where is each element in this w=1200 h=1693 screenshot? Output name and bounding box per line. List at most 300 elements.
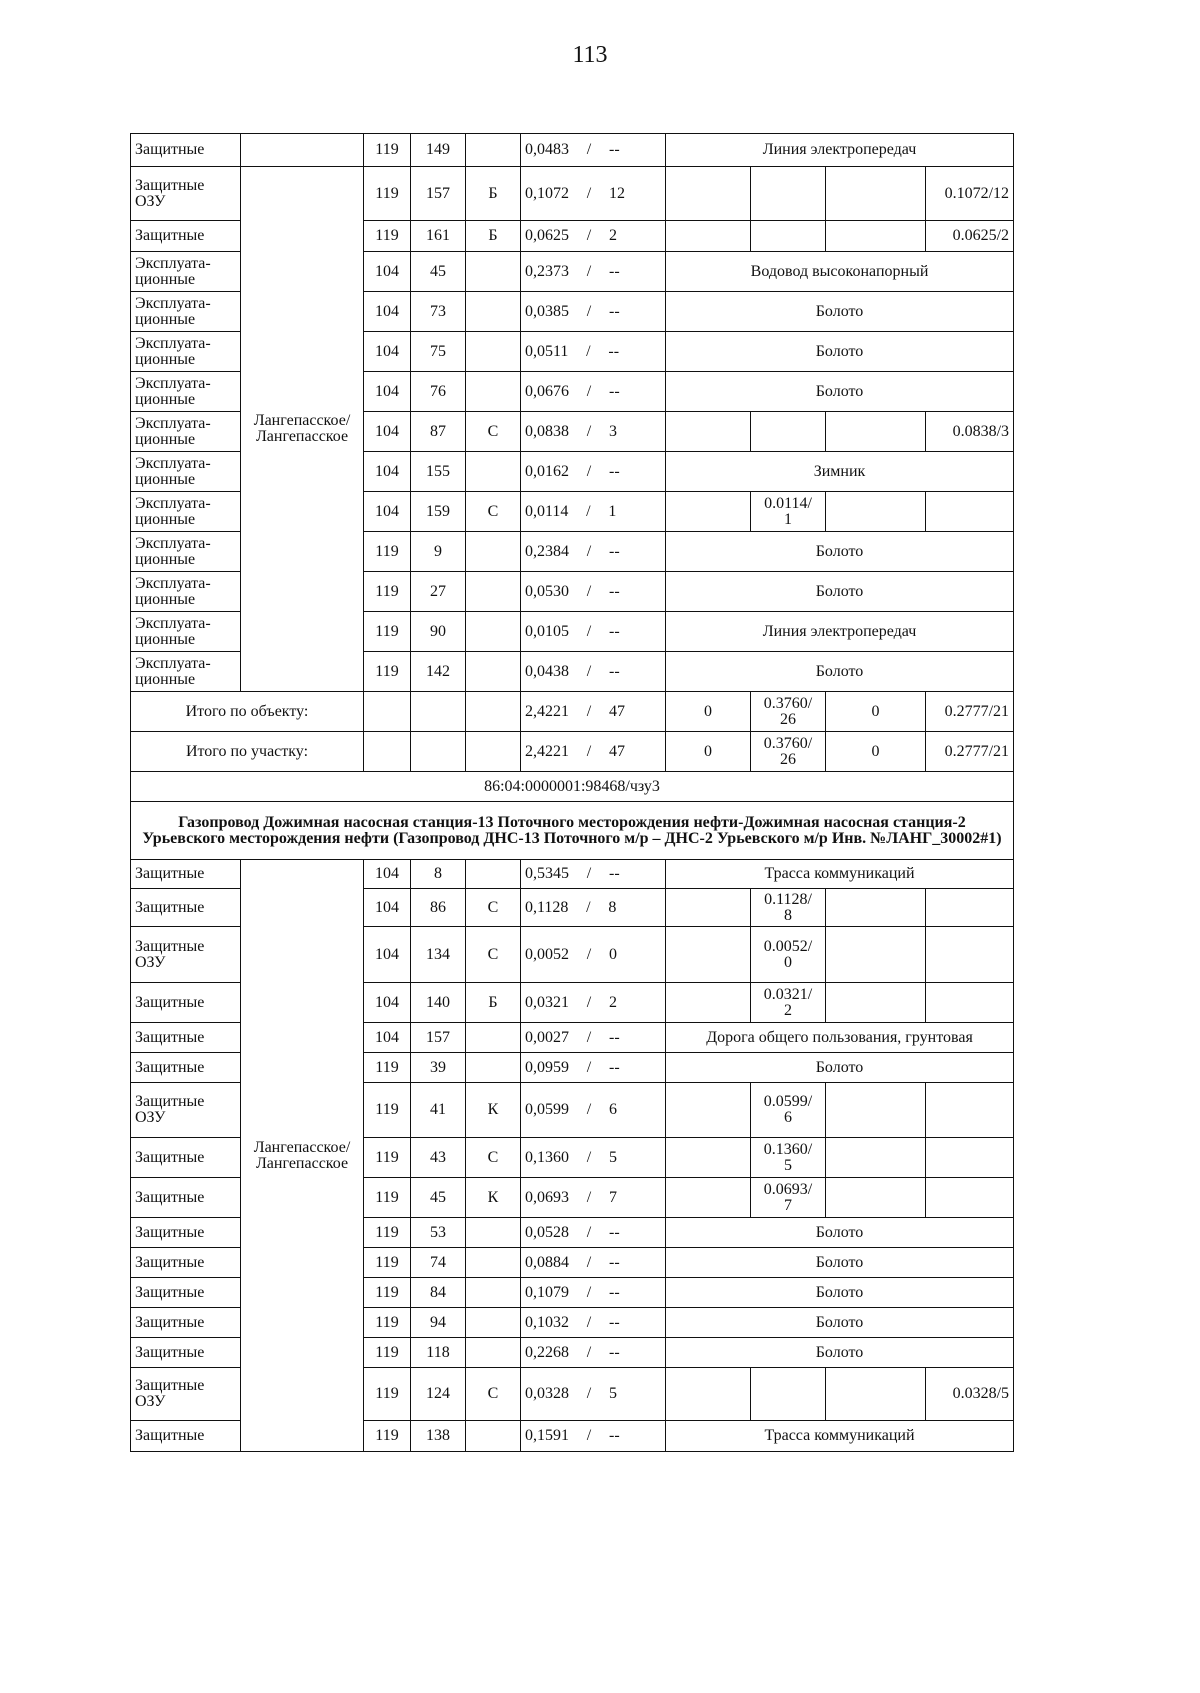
area-value: 0,1591: [525, 1427, 569, 1444]
area-value: 0,2384: [525, 542, 569, 560]
count-value: 1: [608, 502, 617, 520]
area-cell: [521, 1023, 666, 1053]
total-empty: [411, 692, 466, 732]
protection-type: Эксплуата- ционные: [131, 572, 241, 612]
plot-number: 134: [411, 927, 466, 983]
area-cell: [521, 1178, 666, 1218]
quarter-number: 119: [364, 1083, 411, 1138]
plot-number: 90: [411, 612, 466, 652]
category-letter: [466, 1308, 521, 1338]
area-cell: [521, 167, 666, 221]
quarter-number: 119: [364, 1138, 411, 1178]
note-cell: Болото: [666, 1278, 1014, 1308]
plot-number: 39: [411, 1053, 466, 1083]
count-value: --: [609, 582, 620, 600]
area-value: 0,0052: [525, 945, 569, 963]
cadastral-number: 86:04:0000001:98468/чзу3: [131, 772, 1014, 802]
plot-number: 73: [411, 292, 466, 332]
col1-cell: [666, 412, 751, 452]
separator: /: [586, 1283, 592, 1301]
protection-type: Защитные: [131, 983, 241, 1023]
note-cell: Болото: [666, 1218, 1014, 1248]
total-empty: [466, 732, 521, 772]
total-label: Итого по участку:: [131, 732, 364, 772]
page-number: 113: [572, 42, 608, 68]
area-value: 2,4221: [525, 742, 569, 760]
col3-cell: [826, 927, 926, 983]
note-cell: Болото: [666, 1248, 1014, 1278]
stacked-value-top: 0.3760/: [763, 734, 813, 752]
quarter-number: 119: [364, 1368, 411, 1421]
col4-cell: [926, 1138, 1014, 1178]
count-value: --: [609, 382, 620, 400]
area-cell: [521, 1053, 666, 1083]
separator: /: [586, 382, 592, 400]
protection-type: Защитные: [131, 1023, 241, 1053]
note-cell: Линия электропередач: [666, 134, 1014, 167]
separator: /: [586, 1427, 592, 1444]
total-col4: 0.2777/21: [926, 732, 1014, 772]
separator: /: [586, 702, 592, 720]
stacked-value-cell: [751, 692, 826, 732]
area-value: 0,0625: [525, 227, 569, 244]
category-letter: [466, 1023, 521, 1053]
plot-number: 75: [411, 332, 466, 372]
quarter-number: 119: [364, 1178, 411, 1218]
protection-type: Защитные: [131, 1138, 241, 1178]
total-empty: [411, 732, 466, 772]
protection-type: Защитные: [131, 1218, 241, 1248]
stacked-value-cell: [751, 732, 826, 772]
separator: /: [586, 141, 592, 158]
note-cell: Трасса коммуникаций: [666, 860, 1014, 889]
note-cell: Болото: [666, 332, 1014, 372]
area-value: 0,1360: [525, 1148, 569, 1166]
note-cell: Болото: [666, 292, 1014, 332]
total-col3: 0: [826, 732, 926, 772]
separator: /: [586, 662, 592, 680]
stacked-value-top: 0.1128/: [764, 890, 812, 908]
count-value: --: [609, 1253, 620, 1271]
plot-number: 27: [411, 572, 466, 612]
separator: /: [586, 1343, 592, 1361]
col3-cell: [826, 412, 926, 452]
quarter-number: 104: [364, 452, 411, 492]
quarter-number: 119: [364, 532, 411, 572]
col1-cell: [666, 927, 751, 983]
area-value: 0,0105: [525, 622, 569, 640]
quarter-number: 119: [364, 572, 411, 612]
area-value: 0,2373: [525, 262, 569, 280]
area-value: 0,1079: [525, 1283, 569, 1301]
area-value: 0,2268: [525, 1343, 569, 1361]
category-letter: [466, 1218, 521, 1248]
stacked-value-cell: [751, 927, 826, 983]
area-cell: [521, 221, 666, 252]
quarter-number: 104: [364, 860, 411, 889]
area-value: 0,0959: [525, 1058, 569, 1076]
category-letter: [466, 1053, 521, 1083]
plot-number: 43: [411, 1138, 466, 1178]
area-cell: [521, 889, 666, 927]
protection-type: Эксплуата- ционные: [131, 652, 241, 692]
category-letter: [466, 1248, 521, 1278]
separator: /: [586, 582, 592, 600]
area-cell: [521, 1421, 666, 1452]
col1-cell: [666, 1178, 751, 1218]
area-value: 0,0114: [525, 502, 569, 520]
area-value: 0,0530: [525, 582, 569, 600]
total-empty: [466, 692, 521, 732]
area-value: 0,0438: [525, 662, 569, 680]
count-value: --: [609, 1427, 620, 1444]
count-value: 12: [609, 184, 625, 202]
protection-type: Эксплуата- ционные: [131, 372, 241, 412]
plot-number: 45: [411, 1178, 466, 1218]
protection-type: Защитные: [131, 1308, 241, 1338]
separator: /: [586, 542, 592, 560]
area-value: 0,0838: [525, 422, 569, 440]
note-cell: Водовод высоконапорный: [666, 252, 1014, 292]
total-empty: [364, 732, 411, 772]
category-letter: [466, 532, 521, 572]
quarter-number: 119: [364, 1308, 411, 1338]
area-cell: [521, 1138, 666, 1178]
area-cell: [521, 1083, 666, 1138]
stacked-value-bottom: 8: [784, 906, 792, 924]
quarter-number: 119: [364, 612, 411, 652]
quarter-number: 119: [364, 134, 411, 167]
category-letter: Б: [466, 983, 521, 1023]
protection-type: Защитные: [131, 889, 241, 927]
separator: /: [586, 898, 591, 916]
plot-number: 161: [411, 221, 466, 252]
separator: /: [586, 302, 592, 320]
col4-cell: [926, 983, 1014, 1023]
col3-cell: [826, 167, 926, 221]
quarter-number: 104: [364, 927, 411, 983]
plot-number: 84: [411, 1278, 466, 1308]
quarter-number: 119: [364, 221, 411, 252]
separator: /: [586, 945, 592, 963]
separator: /: [586, 1188, 592, 1206]
stacked-value-top: 0.1360/: [763, 1140, 813, 1158]
protection-type: Защитные: [131, 1053, 241, 1083]
area-cell: [521, 732, 666, 772]
count-value: --: [609, 1283, 620, 1301]
separator: /: [586, 502, 591, 520]
separator: /: [586, 184, 592, 202]
total-col1: 0: [666, 692, 751, 732]
separator: /: [586, 262, 592, 280]
plot-number: 118: [411, 1338, 466, 1368]
col2-cell: [751, 167, 826, 221]
area-value: 0,0676: [525, 382, 569, 400]
category-letter: К: [466, 1083, 521, 1138]
area-cell: [521, 860, 666, 889]
col4-cell: 0.0328/5: [926, 1368, 1014, 1421]
stacked-value-bottom: 2: [784, 1001, 792, 1019]
col1-cell: [666, 1368, 751, 1421]
plot-number: 87: [411, 412, 466, 452]
section-title: Газопровод Дожимная насосная станция-13 Поточного месторождения нефти-Дожимная насосная станция-2 Урьевского месторождения нефти (Газопровод ДНС-13 Поточного м/р – ДНС-2 Урьевского м/р Инв. №ЛАНГ_30002#1): [131, 802, 1014, 860]
protection-type: Защитные: [131, 1278, 241, 1308]
cadastral-row: [131, 772, 1014, 802]
count-value: 6: [609, 1101, 617, 1118]
category-letter: [466, 572, 521, 612]
note-cell: Дорога общего пользования, грунтовая: [666, 1023, 1014, 1053]
note-cell: Болото: [666, 1338, 1014, 1368]
count-value: --: [609, 622, 620, 640]
col3-cell: [826, 889, 926, 927]
protection-type: Защитные: [131, 860, 241, 889]
protection-type: Эксплуата- ционные: [131, 252, 241, 292]
col2-cell: [751, 412, 826, 452]
category-letter: С: [466, 492, 521, 532]
area-value: 0,1072: [525, 184, 569, 202]
total-col4: 0.2777/21: [926, 692, 1014, 732]
category-letter: Б: [466, 221, 521, 252]
stacked-value-top: 0.0052/: [763, 937, 813, 955]
category-letter: [466, 652, 521, 692]
separator: /: [586, 342, 591, 360]
separator: /: [586, 1148, 592, 1166]
plot-number: 142: [411, 652, 466, 692]
category-letter: [466, 332, 521, 372]
area-cell: [521, 612, 666, 652]
plot-number: 124: [411, 1368, 466, 1421]
category-letter: [466, 292, 521, 332]
protection-type: Защитные: [131, 134, 241, 167]
col2-cell: [751, 221, 826, 252]
count-value: 3: [609, 422, 617, 440]
stacked-value-bottom: 6: [784, 1109, 792, 1126]
area-cell: [521, 492, 666, 532]
plot-number: 8: [411, 860, 466, 889]
area-cell: [521, 532, 666, 572]
stacked-value-cell: [751, 1138, 826, 1178]
count-value: 47: [609, 702, 625, 720]
count-value: --: [609, 141, 620, 158]
quarter-number: 104: [364, 983, 411, 1023]
col3-cell: [826, 1138, 926, 1178]
separator: /: [586, 622, 592, 640]
col3-cell: [826, 1368, 926, 1421]
protection-type: Защитные ОЗУ: [131, 1368, 241, 1421]
col3-cell: [826, 1083, 926, 1138]
count-value: 47: [609, 742, 625, 760]
col4-cell: 0.0838/3: [926, 412, 1014, 452]
quarter-number: 119: [364, 1218, 411, 1248]
count-value: --: [609, 262, 620, 280]
plot-number: 159: [411, 492, 466, 532]
stacked-value-cell: [751, 983, 826, 1023]
category-letter: С: [466, 1368, 521, 1421]
stacked-value-cell: [751, 492, 826, 532]
stacked-value-cell: [751, 1178, 826, 1218]
total-empty: [364, 692, 411, 732]
forest-plots-table: [130, 133, 1014, 1452]
area-value: 0,1128: [525, 898, 569, 916]
plot-number: 138: [411, 1421, 466, 1452]
separator: /: [586, 422, 592, 440]
separator: /: [586, 1028, 592, 1046]
protection-type: Защитные: [131, 1338, 241, 1368]
area-value: 0,0162: [525, 462, 569, 480]
area-cell: [521, 1248, 666, 1278]
category-letter: [466, 1421, 521, 1452]
note-cell: Болото: [666, 372, 1014, 412]
protection-type: Защитные: [131, 1178, 241, 1218]
plot-number: 157: [411, 1023, 466, 1053]
col4-cell: [926, 927, 1014, 983]
count-value: --: [609, 302, 620, 320]
total-label: Итого по объекту:: [131, 692, 364, 732]
quarter-number: 104: [364, 252, 411, 292]
separator: /: [586, 865, 592, 882]
col3-cell: [826, 221, 926, 252]
area-cell: [521, 652, 666, 692]
category-letter: [466, 372, 521, 412]
count-value: --: [609, 1058, 620, 1076]
count-value: --: [609, 1223, 620, 1241]
area-value: 0,5345: [525, 865, 569, 882]
area-value: 0,0483: [525, 141, 569, 158]
note-cell: Болото: [666, 652, 1014, 692]
separator: /: [586, 1253, 592, 1271]
quarter-number: 104: [364, 332, 411, 372]
quarter-number: 119: [364, 1338, 411, 1368]
col1-cell: [666, 1138, 751, 1178]
quarter-number: 119: [364, 652, 411, 692]
separator: /: [586, 462, 592, 480]
plot-number: 74: [411, 1248, 466, 1278]
category-letter: С: [466, 889, 521, 927]
count-value: --: [609, 542, 620, 560]
separator: /: [586, 227, 592, 244]
category-letter: К: [466, 1178, 521, 1218]
stacked-value-top: 0.0114/: [764, 494, 812, 512]
note-cell: Болото: [666, 1053, 1014, 1083]
count-value: --: [609, 865, 620, 882]
quarter-number: 119: [364, 1421, 411, 1452]
count-value: 5: [609, 1148, 617, 1166]
quarter-number: 119: [364, 167, 411, 221]
area-cell: [521, 1218, 666, 1248]
section-title-row: [131, 802, 1014, 860]
count-value: 7: [609, 1188, 617, 1206]
col4-cell: 0.1072/12: [926, 167, 1014, 221]
area-cell: [521, 292, 666, 332]
count-value: 8: [608, 898, 617, 916]
col4-cell: [926, 1083, 1014, 1138]
protection-type: Эксплуата- ционные: [131, 452, 241, 492]
stacked-value-cell: [751, 889, 826, 927]
col3-cell: [826, 983, 926, 1023]
stacked-value-bottom: 5: [784, 1156, 792, 1174]
col1-cell: [666, 167, 751, 221]
area-value: 0,0385: [525, 302, 569, 320]
category-letter: [466, 1338, 521, 1368]
col4-cell: 0.0625/2: [926, 221, 1014, 252]
forestry-owner: Лангепасское/ Лангепасское: [241, 167, 364, 692]
plot-number: 157: [411, 167, 466, 221]
col4-cell: [926, 889, 1014, 927]
total-col1: 0: [666, 732, 751, 772]
plot-number: 149: [411, 134, 466, 167]
area-value: 0,0528: [525, 1223, 569, 1241]
stacked-value-bottom: 7: [784, 1196, 792, 1214]
stacked-value-top: 0.0693/: [763, 1180, 813, 1198]
col4-cell: [926, 492, 1014, 532]
area-cell: [521, 927, 666, 983]
protection-type: Эксплуата- ционные: [131, 612, 241, 652]
category-letter: С: [466, 927, 521, 983]
area-cell: [521, 332, 666, 372]
stacked-value-bottom: 1: [784, 510, 792, 528]
col1-cell: [666, 1083, 751, 1138]
col3-cell: [826, 492, 926, 532]
area-cell: [521, 692, 666, 732]
area-cell: [521, 1368, 666, 1421]
area-cell: [521, 1308, 666, 1338]
protection-type: Защитные ОЗУ: [131, 167, 241, 221]
protection-type: Эксплуата- ционные: [131, 412, 241, 452]
count-value: 5: [609, 1385, 617, 1402]
stacked-value-bottom: 26: [780, 750, 796, 768]
plot-number: 155: [411, 452, 466, 492]
stacked-value-top: 0.0599/: [763, 1093, 813, 1110]
forestry-owner-empty: [241, 134, 364, 167]
separator: /: [586, 1313, 592, 1331]
area-cell: [521, 572, 666, 612]
area-value: 0,0599: [525, 1101, 569, 1118]
area-value: 0,0027: [525, 1028, 569, 1046]
separator: /: [586, 1101, 592, 1118]
count-value: 0: [609, 945, 617, 963]
separator: /: [586, 993, 592, 1011]
table-row: [131, 860, 1014, 889]
plot-number: 76: [411, 372, 466, 412]
note-cell: Трасса коммуникаций: [666, 1421, 1014, 1452]
separator: /: [586, 1385, 592, 1402]
plot-number: 41: [411, 1083, 466, 1138]
plot-number: 45: [411, 252, 466, 292]
count-value: --: [609, 662, 620, 680]
category-letter: [466, 134, 521, 167]
quarter-number: 104: [364, 372, 411, 412]
area-cell: [521, 412, 666, 452]
area-value: 0,0693: [525, 1188, 569, 1206]
category-letter: [466, 860, 521, 889]
count-value: 2: [609, 227, 617, 244]
protection-type: Эксплуата- ционные: [131, 332, 241, 372]
quarter-number: 104: [364, 412, 411, 452]
total-col3: 0: [826, 692, 926, 732]
plot-number: 86: [411, 889, 466, 927]
separator: /: [586, 1223, 592, 1241]
plot-number: 94: [411, 1308, 466, 1338]
quarter-number: 104: [364, 292, 411, 332]
col1-cell: [666, 492, 751, 532]
quarter-number: 104: [364, 492, 411, 532]
stacked-value-bottom: 26: [780, 710, 796, 728]
area-cell: [521, 134, 666, 167]
count-value: --: [609, 1028, 620, 1046]
category-letter: [466, 452, 521, 492]
area-cell: [521, 983, 666, 1023]
area-cell: [521, 1338, 666, 1368]
